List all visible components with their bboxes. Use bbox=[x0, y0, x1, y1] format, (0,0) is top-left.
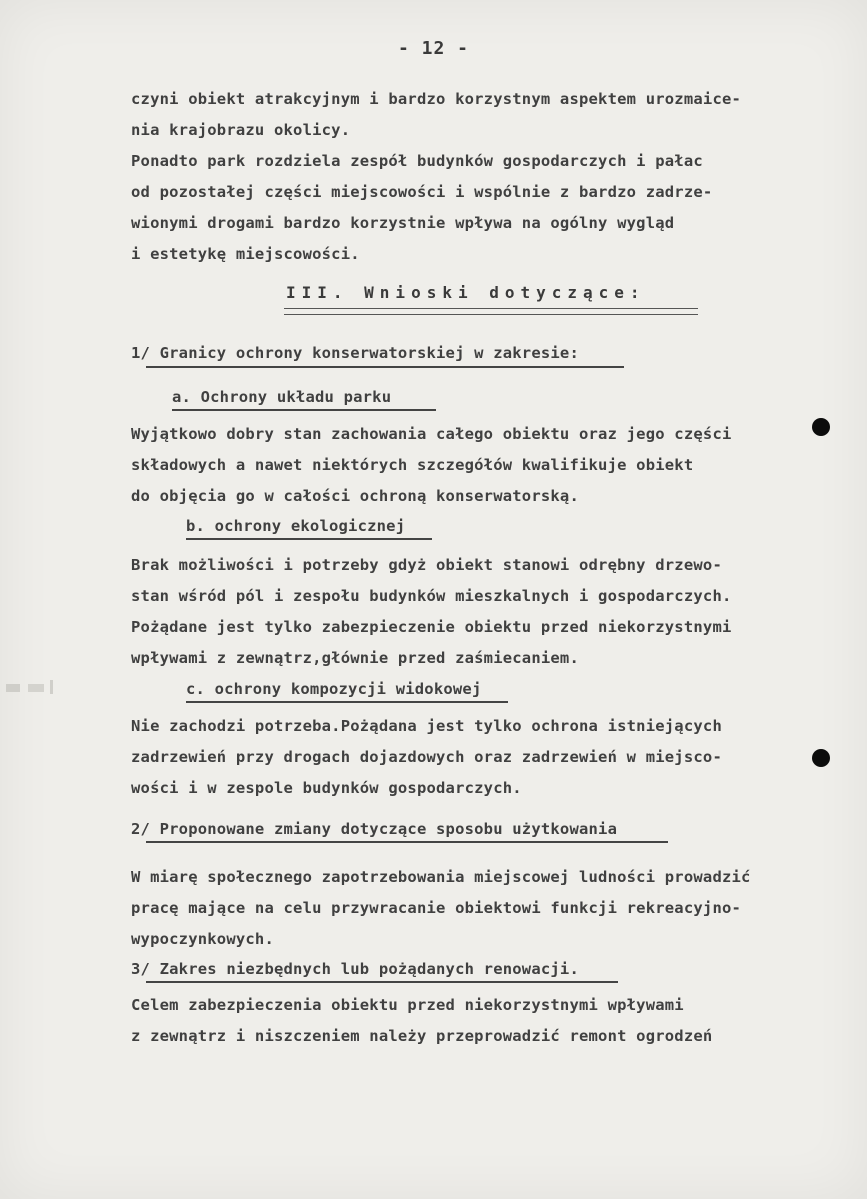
section-heading-double-underline bbox=[284, 308, 698, 315]
text-line: wości i w zespole budynków gospodarczych. bbox=[131, 779, 522, 797]
item2-title-underline bbox=[146, 841, 668, 843]
item1a-title: a. Ochrony układu parku bbox=[172, 388, 392, 406]
punch-hole bbox=[812, 418, 830, 436]
item1b-title: b. ochrony ekologicznej bbox=[186, 517, 406, 535]
item1-title: 1/ Granicy ochrony konserwatorskiej w zakresie: bbox=[131, 344, 579, 362]
text-line: Brak możliwości i potrzeby gdyż obiekt stanowi odrębny drzewo- bbox=[131, 556, 722, 574]
text-line: zadrzewień przy drogach dojazdowych oraz zadrzewień w miejsco- bbox=[131, 748, 722, 766]
text-line: W miarę społecznego zapotrzebowania miejscowej ludności prowadzić bbox=[131, 868, 751, 886]
section-heading: III. Wnioski dotyczące: bbox=[286, 283, 646, 302]
item1a-title-underline bbox=[172, 409, 436, 411]
text-line: stan wśród pól i zespołu budynków mieszkalnych i gospodarczych. bbox=[131, 587, 732, 605]
item1-title-underline bbox=[146, 366, 624, 368]
item1c-title-underline bbox=[186, 701, 508, 703]
text-line: składowych a nawet niektórych szczegółów kwalifikuje obiekt bbox=[131, 456, 694, 474]
text-line: Pożądane jest tylko zabezpieczenie obiektu przed niekorzystnymi bbox=[131, 618, 732, 636]
text-line: pracę mające na celu przywracanie obiektowi funkcji rekreacyjno- bbox=[131, 899, 742, 917]
text-line: nia krajobrazu okolicy. bbox=[131, 121, 351, 139]
text-line: wionymi drogami bardzo korzystnie wpływa na ogólny wygląd bbox=[131, 214, 675, 232]
punch-hole bbox=[812, 749, 830, 767]
item1c-title: c. ochrony kompozycji widokowej bbox=[186, 680, 482, 698]
item1b-title-underline bbox=[186, 538, 432, 540]
text-line: czyni obiekt atrakcyjnym i bardzo korzystnym aspektem urozmaice- bbox=[131, 90, 742, 108]
text-line: Ponadto park rozdziela zespół budynków gospodarczych i pałac bbox=[131, 152, 703, 170]
text-line: wpływami z zewnątrz,głównie przed zaśmiecaniem. bbox=[131, 649, 579, 667]
page-number: - 12 - bbox=[397, 38, 470, 59]
text-line: z zewnątrz i niszczeniem należy przeprowadzić remont ogrodzeń bbox=[131, 1027, 713, 1045]
text-line: Wyjątkowo dobry stan zachowania całego obiektu oraz jego części bbox=[131, 425, 732, 443]
item3-title: 3/ Zakres niezbędnych lub pożądanych renowacji. bbox=[131, 960, 579, 978]
text-line: od pozostałej części miejscowości i wspólnie z bardzo zadrze- bbox=[131, 183, 713, 201]
item3-title-underline bbox=[146, 981, 618, 983]
text-line: wypoczynkowych. bbox=[131, 930, 274, 948]
item2-title: 2/ Proponowane zmiany dotyczące sposobu użytkowania bbox=[131, 820, 618, 838]
text-line: Celem zabezpieczenia obiektu przed niekorzystnymi wpływami bbox=[131, 996, 684, 1014]
text-line: Nie zachodzi potrzeba.Pożądana jest tylko ochrona istniejących bbox=[131, 717, 722, 735]
text-line: i estetykę miejscowości. bbox=[131, 245, 360, 263]
text-line: do objęcia go w całości ochroną konserwatorską. bbox=[131, 487, 579, 505]
bleed-through-mark bbox=[0, 678, 64, 698]
